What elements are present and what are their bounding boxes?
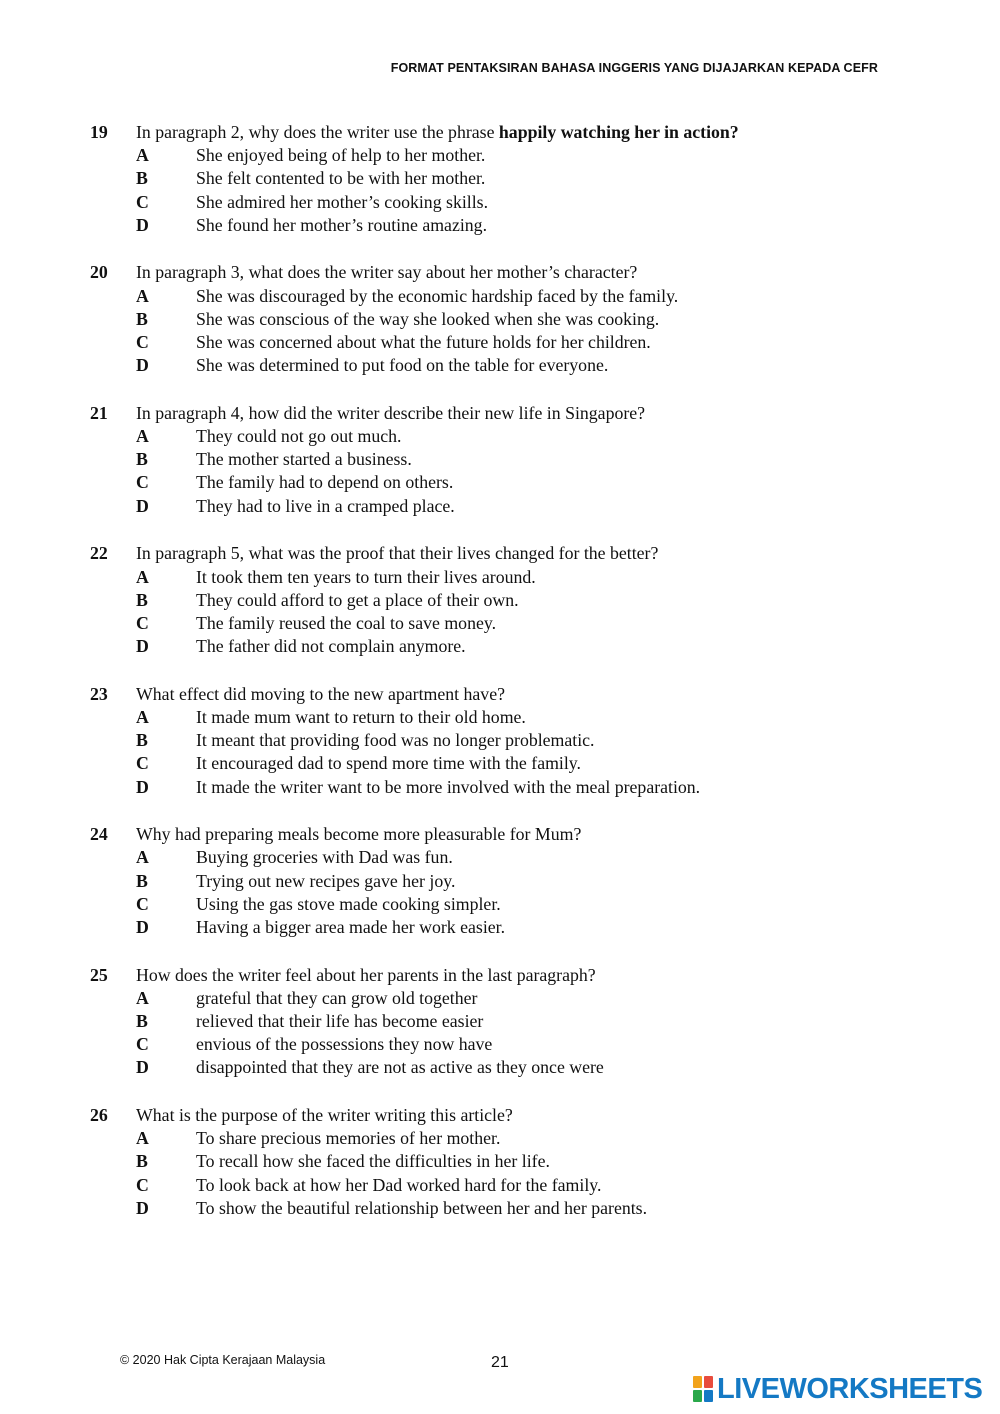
question-stem xyxy=(90,823,950,846)
question-number: 24 xyxy=(90,824,108,845)
question-26 xyxy=(90,1104,950,1220)
option-b[interactable] xyxy=(90,1010,950,1033)
question-number: 26 xyxy=(90,1105,108,1126)
option-list xyxy=(90,1127,950,1220)
option-text: The mother started a business. xyxy=(196,449,412,470)
option-text: She was discouraged by the economic hardship faced by the family. xyxy=(196,285,679,306)
option-d[interactable] xyxy=(90,214,950,237)
option-letter: D xyxy=(136,776,149,797)
option-letter: B xyxy=(136,870,148,891)
question-stem xyxy=(90,121,950,144)
option-letter: A xyxy=(136,285,149,306)
option-d[interactable] xyxy=(90,916,950,939)
option-text: It made mum want to return to their old home. xyxy=(196,706,526,727)
option-letter: D xyxy=(136,355,149,376)
option-b[interactable] xyxy=(90,589,950,612)
option-letter: A xyxy=(136,566,149,587)
option-a[interactable] xyxy=(90,144,950,167)
option-c[interactable] xyxy=(90,1033,950,1056)
question-stem xyxy=(90,261,950,284)
option-text: She found her mother’s routine amazing. xyxy=(196,214,488,235)
option-d[interactable] xyxy=(90,354,950,377)
option-b[interactable] xyxy=(90,1150,950,1173)
question-text: In paragraph 3, what does the writer say about her mother’s character? xyxy=(136,262,638,283)
question-19 xyxy=(90,121,950,237)
option-text: The father did not complain anymore. xyxy=(196,636,466,657)
question-number: 23 xyxy=(90,683,108,704)
option-letter: D xyxy=(136,495,149,516)
question-text-bold: happily watching her in action? xyxy=(498,122,739,142)
option-a[interactable] xyxy=(90,846,950,869)
option-text: Trying out new recipes gave her joy. xyxy=(196,870,456,891)
option-text: To show the beautiful relationship between her and her parents. xyxy=(196,1197,648,1218)
option-d[interactable] xyxy=(90,1056,950,1079)
option-letter: C xyxy=(136,893,149,914)
option-list xyxy=(90,987,950,1080)
option-text: To recall how she faced the difficulties in her life. xyxy=(196,1151,550,1172)
question-text: Why had preparing meals become more pleasurable for Mum? xyxy=(136,824,582,845)
question-number: 20 xyxy=(90,262,108,283)
option-letter: A xyxy=(136,426,149,447)
question-23 xyxy=(90,683,950,799)
option-a[interactable] xyxy=(90,987,950,1010)
option-text: The family had to depend on others. xyxy=(196,472,454,493)
option-d[interactable] xyxy=(90,635,950,658)
option-text: The family reused the coal to save money. xyxy=(196,612,497,633)
option-a[interactable] xyxy=(90,566,950,589)
logo-square-icon xyxy=(693,1390,702,1402)
option-d[interactable] xyxy=(90,495,950,518)
question-24 xyxy=(90,823,950,939)
option-b[interactable] xyxy=(90,448,950,471)
option-c[interactable] xyxy=(90,612,950,635)
liveworksheets-icon xyxy=(693,1376,713,1402)
option-a[interactable] xyxy=(90,425,950,448)
question-number: 25 xyxy=(90,964,108,985)
option-letter: B xyxy=(136,168,148,189)
option-text: envious of the possessions they now have xyxy=(196,1034,493,1055)
option-text: She was determined to put food on the table for everyone. xyxy=(196,355,609,376)
question-number: 19 xyxy=(90,122,108,142)
option-a[interactable] xyxy=(90,285,950,308)
option-letter: C xyxy=(136,753,149,774)
option-list xyxy=(90,566,950,659)
question-number: 22 xyxy=(90,543,108,564)
logo-square-icon xyxy=(704,1390,713,1402)
option-letter: B xyxy=(136,1151,148,1172)
option-text: It took them ten years to turn their lives around. xyxy=(196,566,536,587)
option-letter: D xyxy=(136,916,149,937)
option-c[interactable] xyxy=(90,752,950,775)
question-stem xyxy=(90,542,950,565)
option-letter: D xyxy=(136,636,149,657)
question-22 xyxy=(90,542,950,658)
question-stem xyxy=(90,402,950,425)
option-b[interactable] xyxy=(90,729,950,752)
option-letter: C xyxy=(136,1174,149,1195)
option-letter: A xyxy=(136,987,149,1008)
logo-square-icon xyxy=(693,1376,702,1388)
option-d[interactable] xyxy=(90,1197,950,1220)
question-text: In paragraph 4, how did the writer describe their new life in Singapore? xyxy=(136,402,646,423)
option-letter: B xyxy=(136,1011,148,1031)
option-letter: C xyxy=(136,1034,149,1055)
option-letter: A xyxy=(136,706,149,727)
option-letter: A xyxy=(136,847,149,868)
option-text: disappointed that they are not as active as they once were xyxy=(196,1057,604,1078)
option-c[interactable] xyxy=(90,331,950,354)
option-list xyxy=(90,846,950,939)
option-letter: A xyxy=(136,1128,149,1149)
option-b[interactable] xyxy=(90,308,950,331)
copyright-notice: © 2020 Hak Cipta Kerajaan Malaysia xyxy=(120,1353,326,1367)
liveworksheets-logo[interactable] xyxy=(693,1374,982,1404)
option-c[interactable] xyxy=(90,1174,950,1197)
option-letter: C xyxy=(136,472,149,493)
option-list xyxy=(90,285,950,378)
option-text: It meant that providing food was no longer problematic. xyxy=(196,730,595,751)
logo-square-icon xyxy=(704,1376,713,1388)
option-text: Having a bigger area made her work easier. xyxy=(196,916,506,937)
option-letter: B xyxy=(136,730,148,751)
question-stem xyxy=(90,1104,950,1127)
question-text: How does the writer feel about her parents in the last paragraph? xyxy=(136,964,596,985)
option-letter: B xyxy=(136,449,148,470)
question-25 xyxy=(90,964,950,1080)
option-c[interactable] xyxy=(90,191,950,214)
option-text: Buying groceries with Dad was fun. xyxy=(196,847,453,868)
page-number: 21 xyxy=(491,1354,509,1371)
option-text: grateful that they can grow old together xyxy=(196,987,478,1008)
option-list xyxy=(90,425,950,518)
option-text: She enjoyed being of help to her mother. xyxy=(196,145,486,166)
page-header: FORMAT PENTAKSIRAN BAHASA INGGERIS YANG DIJAJARKAN KEPADA CEFR xyxy=(390,61,878,75)
option-text: She admired her mother’s cooking skills. xyxy=(196,191,489,212)
question-number: 21 xyxy=(90,402,108,423)
option-text: It made the writer want to be more involved with the meal preparation. xyxy=(196,776,701,797)
option-a[interactable] xyxy=(90,1127,950,1150)
option-text: They could not go out much. xyxy=(196,426,402,447)
option-letter: B xyxy=(136,308,148,329)
question-text: In paragraph 5, what was the proof that their lives changed for the better? xyxy=(136,543,659,564)
option-letter: D xyxy=(136,1057,149,1078)
option-letter: C xyxy=(136,191,149,212)
question-list xyxy=(90,121,950,1245)
option-text: relieved that their life has become easier xyxy=(196,1011,484,1031)
question-stem xyxy=(90,964,950,987)
option-text: To share precious memories of her mother. xyxy=(196,1128,501,1149)
option-c[interactable] xyxy=(90,471,950,494)
option-text: She felt contented to be with her mother. xyxy=(196,168,486,189)
option-text: She was concerned about what the future holds for her children. xyxy=(196,332,651,352)
option-letter: C xyxy=(136,612,149,633)
question-text: What is the purpose of the writer writing this article? xyxy=(136,1105,513,1126)
option-a[interactable] xyxy=(90,706,950,729)
option-text: They could afford to get a place of their own. xyxy=(196,589,519,610)
question-stem xyxy=(90,683,950,706)
question-21 xyxy=(90,402,950,518)
option-b[interactable] xyxy=(90,167,950,190)
option-c[interactable] xyxy=(90,893,950,916)
option-letter: A xyxy=(136,145,149,166)
liveworksheets-wordmark: LIVEWORKSHEETS xyxy=(717,1373,983,1405)
option-text: Using the gas stove made cooking simpler. xyxy=(196,893,501,914)
option-text: She was conscious of the way she looked when she was cooking. xyxy=(196,308,660,329)
option-letter: D xyxy=(136,1197,149,1218)
question-text: What effect did moving to the new apartment have? xyxy=(136,683,505,704)
option-text: To look back at how her Dad worked hard for the family. xyxy=(196,1174,602,1195)
question-text xyxy=(136,121,739,144)
option-letter: D xyxy=(136,214,149,235)
option-letter: B xyxy=(136,589,148,610)
question-text-plain: In paragraph 2, why does the writer use the phrase xyxy=(136,122,499,142)
option-text: It encouraged dad to spend more time with the family. xyxy=(196,753,581,774)
option-letter: C xyxy=(136,332,149,352)
option-d[interactable] xyxy=(90,776,950,799)
option-list xyxy=(90,706,950,799)
option-b[interactable] xyxy=(90,870,950,893)
option-list xyxy=(90,144,950,237)
question-20 xyxy=(90,261,950,377)
option-text: They had to live in a cramped place. xyxy=(196,495,455,516)
